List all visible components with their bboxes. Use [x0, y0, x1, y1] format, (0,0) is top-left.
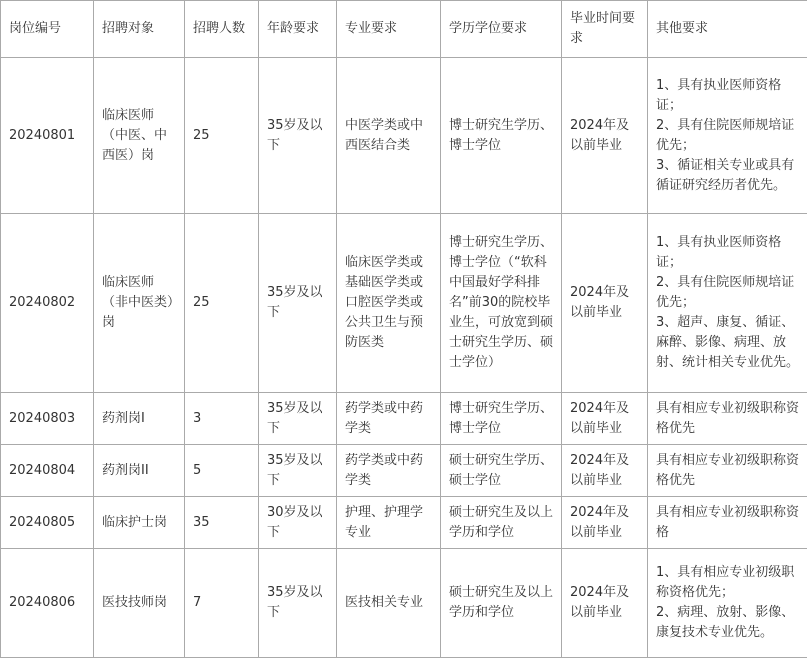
other-line: 2、具有住院医师规培证优先；	[656, 117, 795, 153]
header-cell: 年龄要求	[259, 1, 337, 58]
other-line: 具有相应专业初级职称资格	[656, 504, 800, 540]
cell-major: 中医学类或中西医结合类	[337, 58, 441, 214]
cell-count: 5	[185, 445, 259, 497]
cell-grad: 2024年及以前毕业	[562, 497, 648, 549]
cell-age: 35岁及以下	[259, 549, 337, 658]
cell-target: 临床护士岗	[94, 497, 185, 549]
cell-age: 35岁及以下	[259, 214, 337, 393]
table-row	[1, 445, 807, 497]
cell-grad: 2024年及以前毕业	[562, 549, 648, 658]
cell-id: 20240803	[1, 393, 94, 445]
cell-grad: 2024年及以前毕业	[562, 445, 648, 497]
cell-other	[648, 393, 807, 445]
cell-degree: 博士研究生学历、博士学位（“软科中国最好学科排名”前30的院校毕业生，可放宽到硕士研究生学历、硕士学位）	[441, 214, 562, 393]
table-row	[1, 549, 807, 658]
cell-grad: 2024年及以前毕业	[562, 214, 648, 393]
cell-degree: 硕士研究生学历、硕士学位	[441, 445, 562, 497]
header-cell: 招聘对象	[94, 1, 185, 58]
cell-degree: 硕士研究生及以上学历和学位	[441, 549, 562, 658]
cell-grad: 2024年及以前毕业	[562, 393, 648, 445]
cell-major: 护理、护理学专业	[337, 497, 441, 549]
other-line: 1、具有执业医师资格证；	[656, 77, 782, 113]
cell-other	[648, 214, 807, 393]
table-row	[1, 497, 807, 549]
table-row	[1, 393, 807, 445]
table-row	[1, 214, 807, 393]
cell-id: 20240801	[1, 58, 94, 214]
other-line: 1、具有相应专业初级职称资格优先；	[656, 565, 795, 600]
cell-age: 35岁及以下	[259, 445, 337, 497]
other-line: 2、病理、放射、影像、康复技术专业优先。	[656, 605, 795, 640]
cell-grad: 2024年及以前毕业	[562, 58, 648, 214]
other-line: 3、循证相关专业或具有循证研究经历者优先。	[656, 157, 795, 193]
cell-count: 25	[185, 214, 259, 393]
header-cell: 其他要求	[648, 1, 807, 58]
cell-age: 35岁及以下	[259, 58, 337, 214]
cell-id: 20240804	[1, 445, 94, 497]
header-cell: 招聘人数	[185, 1, 259, 58]
cell-target: 药剂岗I	[94, 393, 185, 445]
header-row	[1, 1, 807, 58]
table-row	[1, 58, 807, 214]
cell-degree: 硕士研究生及以上学历和学位	[441, 497, 562, 549]
cell-age: 35岁及以下	[259, 393, 337, 445]
other-line: 1、具有执业医师资格证；	[656, 235, 782, 270]
cell-major: 药学类或中药学类	[337, 393, 441, 445]
other-line: 具有相应专业初级职称资格优先	[656, 400, 800, 436]
header-cell: 专业要求	[337, 1, 441, 58]
cell-other	[648, 497, 807, 549]
cell-target: 药剂岗II	[94, 445, 185, 497]
cell-major: 临床医学类或基础医学类或口腔医学类或公共卫生与预防医类	[337, 214, 441, 393]
cell-id: 20240806	[1, 549, 94, 658]
cell-count: 25	[185, 58, 259, 214]
cell-id: 20240805	[1, 497, 94, 549]
cell-other	[648, 445, 807, 497]
other-line: 3、超声、康复、循证、麻醉、影像、病理、放射、统计相关专业优先。	[656, 315, 800, 370]
cell-id: 20240802	[1, 214, 94, 393]
header-cell: 毕业时间要求	[562, 1, 648, 58]
cell-major: 药学类或中药学类	[337, 445, 441, 497]
cell-major: 医技相关专业	[337, 549, 441, 658]
cell-target: 医技技师岗	[94, 549, 185, 658]
cell-count: 35	[185, 497, 259, 549]
other-line: 2、具有住院医师规培证优先；	[656, 275, 795, 310]
cell-target: 临床医师（中医、中西医）岗	[94, 58, 185, 214]
header-cell: 岗位编号	[1, 1, 94, 58]
cell-degree: 博士研究生学历、博士学位	[441, 393, 562, 445]
other-line: 具有相应专业初级职称资格优先	[656, 452, 800, 488]
cell-other	[648, 58, 807, 214]
cell-count: 7	[185, 549, 259, 658]
cell-age: 30岁及以下	[259, 497, 337, 549]
cell-target: 临床医师（非中医类）岗	[94, 214, 185, 393]
cell-degree: 博士研究生学历、博士学位	[441, 58, 562, 214]
cell-count: 3	[185, 393, 259, 445]
header-cell: 学历学位要求	[441, 1, 562, 58]
cell-other	[648, 549, 807, 658]
